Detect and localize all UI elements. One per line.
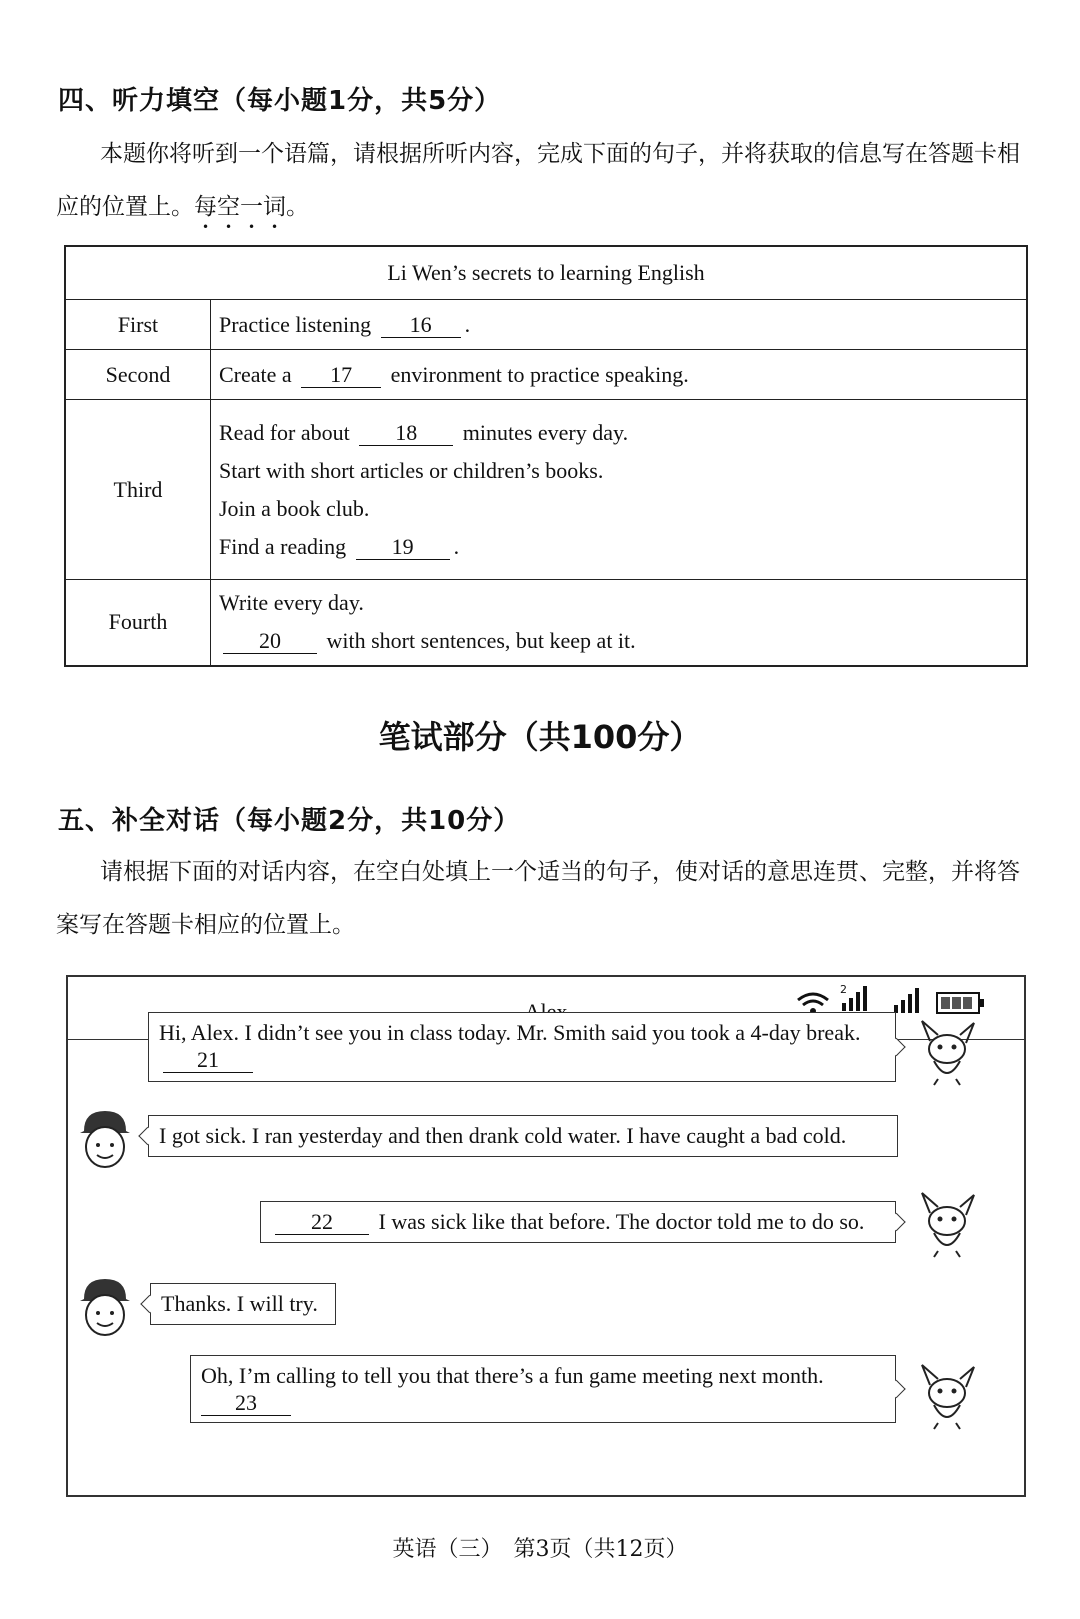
text: minutes every day. <box>462 419 629 445</box>
text: Start with short articles or children’s books. <box>219 457 604 483</box>
table-title: Li Wen’s secrets to learning English <box>65 246 1027 300</box>
section5-title: 五、补全对话（每小题2分，共10分） <box>58 806 521 836</box>
answer-blank[interactable]: 20 <box>223 629 317 654</box>
boy-avatar-icon <box>76 1107 134 1171</box>
table-row <box>65 400 1027 580</box>
message-text: I was sick like that before. The doctor told me to do so. <box>378 1209 865 1234</box>
text: Find a reading <box>219 533 347 559</box>
pikachu-avatar-icon <box>916 1361 978 1431</box>
chat-message <box>148 1012 896 1082</box>
row-content <box>211 400 1028 580</box>
text: . <box>453 533 460 559</box>
row-label: Second <box>65 350 211 400</box>
answer-blank[interactable]: 23 <box>201 1391 291 1416</box>
text: with short sentences, but keep at it. <box>326 628 636 654</box>
answer-blank[interactable]: 16 <box>381 313 461 338</box>
text: environment to practice speaking. <box>390 361 689 387</box>
answer-blank[interactable]: 18 <box>359 421 453 446</box>
sim-number: 2 <box>840 983 847 996</box>
table-row <box>65 580 1027 666</box>
answer-blank[interactable]: 19 <box>356 535 450 560</box>
table-row <box>65 300 1027 350</box>
instruction-text: 应的位置上。 <box>56 194 194 220</box>
section5-instruction-line1: 请根据下面的对话内容，在空白处填上一个适当的句子，使对话的意思连贯、完整，并将答 <box>100 859 1020 885</box>
row-content <box>211 350 1028 400</box>
message-text: Thanks. I will try. <box>161 1291 318 1316</box>
battery-icon <box>936 991 986 1015</box>
answer-blank[interactable]: 22 <box>275 1210 369 1235</box>
table-row <box>65 350 1027 400</box>
row-label: Fourth <box>65 580 211 666</box>
message-text: Oh, I’m calling to tell you that there’s a fun game meeting next month. <box>201 1363 824 1388</box>
answer-blank[interactable]: 17 <box>301 363 381 388</box>
answer-blank[interactable]: 21 <box>163 1048 253 1073</box>
chat-message <box>260 1201 896 1243</box>
page-footer: 英语（三） 第3页（共12页） <box>392 1537 688 1562</box>
pikachu-avatar-icon <box>916 1189 978 1259</box>
chat-message <box>150 1283 336 1325</box>
emphasis-text: 每空一词 <box>194 194 286 220</box>
text: Practice listening <box>219 311 372 337</box>
row-label: First <box>65 300 211 350</box>
written-part-title: 笔试部分（共100分） <box>378 718 702 756</box>
row-label: Third <box>65 400 211 580</box>
section4-instruction-line2 <box>56 188 309 234</box>
text: Create a <box>219 361 292 387</box>
text: Write every day. <box>219 590 364 616</box>
row-content <box>211 300 1028 350</box>
chat-screen <box>66 975 1026 1497</box>
row-content <box>211 580 1028 666</box>
text: Join a book club. <box>219 495 370 521</box>
text: Read for about <box>219 419 350 445</box>
section5-instruction-line2: 案写在答题卡相应的位置上。 <box>56 912 355 938</box>
text: . <box>464 311 471 337</box>
instruction-text-end: 。 <box>286 194 309 220</box>
boy-avatar-icon <box>76 1275 134 1339</box>
message-text: Hi, Alex. I didn’t see you in class today. Mr. Smith said you took a 4-day break. <box>159 1020 861 1045</box>
signal-icon <box>892 985 924 1015</box>
pikachu-avatar-icon <box>916 1017 978 1087</box>
section4-title: 四、听力填空（每小题1分，共5分） <box>58 86 502 116</box>
listening-table <box>64 245 1028 667</box>
chat-message <box>148 1115 898 1157</box>
chat-message <box>190 1355 896 1423</box>
message-text: I got sick. I ran yesterday and then drank cold water. I have caught a bad cold. <box>159 1123 847 1148</box>
section4-instruction-line1: 本题你将听到一个语篇，请根据所听内容，完成下面的句子，并将获取的信息写在答题卡相 <box>100 141 1020 167</box>
